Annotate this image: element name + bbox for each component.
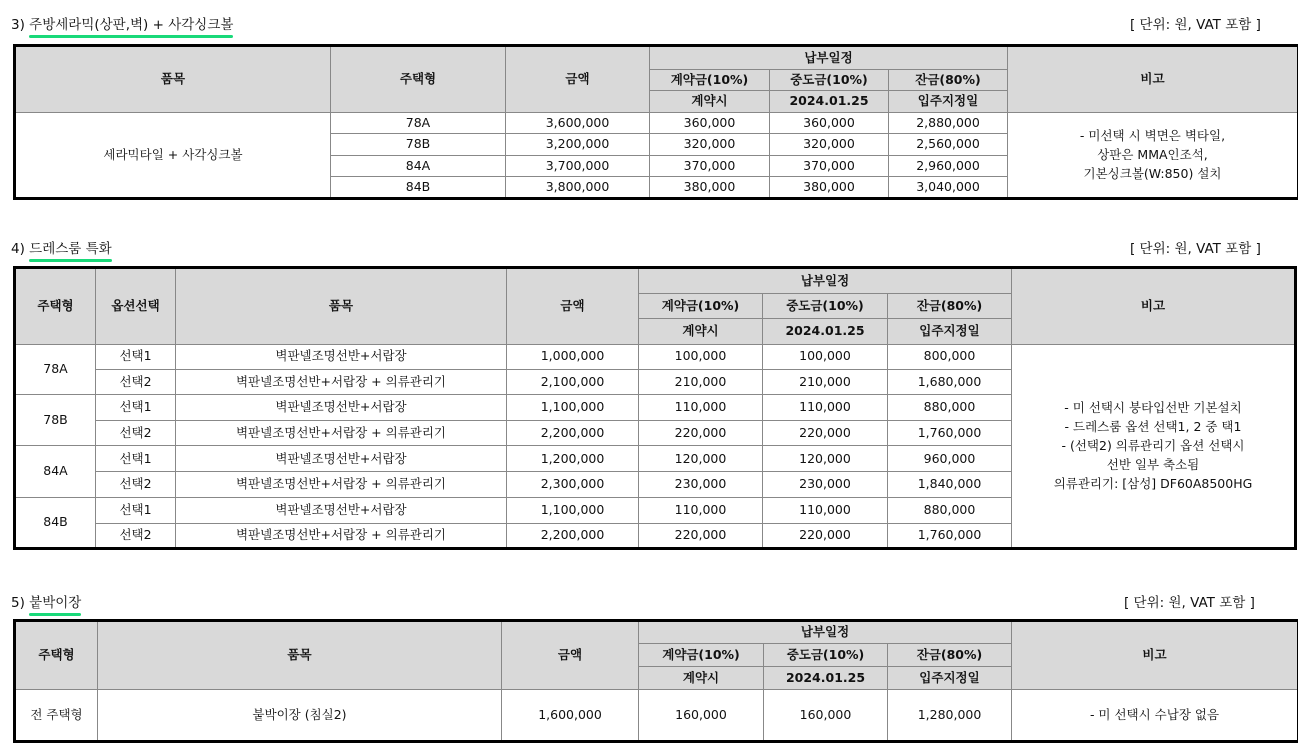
- header-item: 품목: [176, 268, 507, 345]
- house-type-cell: 84B: [15, 497, 96, 548]
- balance-cell: 1,280,000: [888, 690, 1012, 742]
- header-house-type: 주택형: [15, 621, 98, 690]
- middle-cell: 220,000: [763, 421, 888, 446]
- header-middle-when: 2024.01.25: [770, 91, 889, 113]
- amount-cell: 1,000,000: [507, 344, 639, 369]
- amount-cell: 1,100,000: [507, 394, 639, 420]
- house-type-cell: 78B: [331, 134, 506, 156]
- item-cell: 벽판넬조명선반+서랍장 + 의류관리기: [176, 523, 507, 548]
- middle-cell: 100,000: [763, 344, 888, 369]
- header-balance-when: 입주지정일: [889, 91, 1008, 113]
- built-in-closet-table: [13, 619, 1298, 743]
- table-row: [15, 690, 1298, 742]
- header-item: 품목: [15, 46, 331, 113]
- middle-cell: 110,000: [763, 394, 888, 420]
- amount-cell: 1,600,000: [502, 690, 639, 742]
- balance-cell: 880,000: [888, 394, 1012, 420]
- header-deposit-when: 계약시: [639, 667, 764, 690]
- section-title: [11, 237, 112, 257]
- middle-cell: 160,000: [764, 690, 888, 742]
- header-middle-when: 2024.01.25: [763, 319, 888, 344]
- middle-cell: 380,000: [770, 177, 889, 199]
- kitchen-ceramic-table: [13, 44, 1298, 200]
- option-cell: 선택2: [96, 369, 176, 394]
- section-title-text: 주방세라믹(상판,벽) + 사각싱크볼: [29, 13, 233, 33]
- header-balance-when: 입주지정일: [888, 319, 1012, 344]
- balance-cell: 3,040,000: [889, 177, 1008, 199]
- deposit-cell: 230,000: [639, 472, 763, 497]
- balance-cell: 2,960,000: [889, 155, 1008, 177]
- middle-cell: 210,000: [763, 369, 888, 394]
- middle-cell: 360,000: [770, 112, 889, 134]
- header-middle: 중도금(10%): [764, 644, 888, 667]
- item-cell: 벽판넬조명선반+서랍장: [176, 446, 507, 472]
- header-middle-when: 2024.01.25: [764, 667, 888, 690]
- header-schedule: 납부일정: [639, 621, 1012, 644]
- option-cell: 선택1: [96, 446, 176, 472]
- amount-cell: 1,100,000: [507, 497, 639, 523]
- middle-cell: 110,000: [763, 497, 888, 523]
- deposit-cell: 370,000: [650, 155, 770, 177]
- header-amount: 금액: [502, 621, 639, 690]
- amount-cell: 2,200,000: [507, 421, 639, 446]
- balance-cell: 800,000: [888, 344, 1012, 369]
- header-deposit: 계약금(10%): [639, 644, 764, 667]
- option-cell: 선택2: [96, 472, 176, 497]
- deposit-cell: 110,000: [639, 394, 763, 420]
- house-type-cell: 78B: [15, 394, 96, 445]
- deposit-cell: 320,000: [650, 134, 770, 156]
- item-cell: 벽판넬조명선반+서랍장 + 의류관리기: [176, 369, 507, 394]
- amount-cell: 2,300,000: [507, 472, 639, 497]
- header-schedule: 납부일정: [639, 268, 1012, 294]
- amount-cell: 1,200,000: [507, 446, 639, 472]
- section-number: 3): [11, 17, 25, 33]
- header-balance: 잔금(80%): [888, 644, 1012, 667]
- deposit-cell: 160,000: [639, 690, 764, 742]
- note-cell: [1012, 344, 1296, 548]
- option-cell: 선택1: [96, 497, 176, 523]
- option-cell: 선택2: [96, 421, 176, 446]
- header-balance-when: 입주지정일: [888, 667, 1012, 690]
- unit-label: [ 단위: 원, VAT 포함 ]: [1124, 595, 1255, 611]
- deposit-cell: 100,000: [639, 344, 763, 369]
- amount-cell: 3,200,000: [506, 134, 650, 156]
- house-type-cell: 84A: [15, 446, 96, 497]
- note-line: - 미 선택시 붕타입선반 기본설치: [1064, 400, 1242, 416]
- house-type-cell: 전 주택형: [15, 690, 98, 742]
- deposit-cell: 110,000: [639, 497, 763, 523]
- item-cell: 세라믹타일 + 사각싱크볼: [15, 112, 331, 198]
- balance-cell: 880,000: [888, 497, 1012, 523]
- note-line: 기본싱크볼(W:850) 설치: [1083, 166, 1222, 182]
- section-title-text: 붙박이장: [29, 591, 81, 611]
- note-line: 의류관리기: [삼성] DF60A8500HG: [1053, 476, 1253, 492]
- header-item: 품목: [98, 621, 502, 690]
- house-type-cell: 84B: [331, 177, 506, 199]
- item-cell: 붙박이장 (침실2): [98, 690, 502, 742]
- amount-cell: 3,600,000: [506, 112, 650, 134]
- header-schedule: 납부일정: [650, 46, 1008, 70]
- section-number: 4): [11, 241, 25, 257]
- item-cell: 벽판넬조명선반+서랍장: [176, 497, 507, 523]
- deposit-cell: 120,000: [639, 446, 763, 472]
- deposit-cell: 360,000: [650, 112, 770, 134]
- item-cell: 벽판넬조명선반+서랍장 + 의류관리기: [176, 421, 507, 446]
- table-row: [15, 344, 1296, 369]
- note-line: 상판은 MMA인조석,: [1097, 147, 1208, 163]
- deposit-cell: 380,000: [650, 177, 770, 199]
- header-middle: 중도금(10%): [763, 294, 888, 319]
- balance-cell: 1,680,000: [888, 369, 1012, 394]
- middle-cell: 120,000: [763, 446, 888, 472]
- middle-cell: 370,000: [770, 155, 889, 177]
- header-amount: 금액: [506, 46, 650, 113]
- amount-cell: 3,800,000: [506, 177, 650, 199]
- deposit-cell: 220,000: [639, 523, 763, 548]
- balance-cell: 2,880,000: [889, 112, 1008, 134]
- header-note: 비고: [1008, 46, 1298, 113]
- amount-cell: 2,100,000: [507, 369, 639, 394]
- item-cell: 벽판넬조명선반+서랍장 + 의류관리기: [176, 472, 507, 497]
- header-house-type: 주택형: [15, 268, 96, 345]
- option-cell: 선택2: [96, 523, 176, 548]
- header-middle: 중도금(10%): [770, 69, 889, 91]
- section-title: [11, 13, 233, 33]
- note-line: 선반 일부 축소됨: [1106, 457, 1200, 473]
- option-cell: 선택1: [96, 394, 176, 420]
- option-cell: 선택1: [96, 344, 176, 369]
- note-line: - (선택2) 의류관리기 옵션 선택시: [1061, 438, 1245, 454]
- section-title-text: 드레스룸 특화: [29, 237, 112, 257]
- middle-cell: 220,000: [763, 523, 888, 548]
- item-cell: 벽판넬조명선반+서랍장: [176, 394, 507, 420]
- header-deposit-when: 계약시: [650, 91, 770, 113]
- header-deposit: 계약금(10%): [639, 294, 763, 319]
- balance-cell: 1,760,000: [888, 523, 1012, 548]
- header-note: 비고: [1012, 268, 1296, 345]
- item-cell: 벽판넬조명선반+서랍장: [176, 344, 507, 369]
- balance-cell: 1,760,000: [888, 421, 1012, 446]
- balance-cell: 1,840,000: [888, 472, 1012, 497]
- header-deposit-when: 계약시: [639, 319, 763, 344]
- deposit-cell: 220,000: [639, 421, 763, 446]
- note-cell: [1008, 112, 1298, 198]
- header-deposit: 계약금(10%): [650, 69, 770, 91]
- unit-label: [ 단위: 원, VAT 포함 ]: [1130, 17, 1261, 33]
- note-line: - 미선택 시 벽면은 벽타일,: [1079, 128, 1226, 144]
- amount-cell: 3,700,000: [506, 155, 650, 177]
- section-title: [11, 591, 81, 611]
- dressroom-table: [13, 266, 1297, 550]
- header-option: 옵션선택: [96, 268, 176, 345]
- header-amount: 금액: [507, 268, 639, 345]
- deposit-cell: 210,000: [639, 369, 763, 394]
- balance-cell: 2,560,000: [889, 134, 1008, 156]
- house-type-cell: 78A: [331, 112, 506, 134]
- header-balance: 잔금(80%): [889, 69, 1008, 91]
- house-type-cell: 78A: [15, 344, 96, 394]
- section-number: 5): [11, 595, 25, 611]
- note-cell: - 미 선택시 수납장 없음: [1012, 690, 1298, 742]
- header-balance: 잔금(80%): [888, 294, 1012, 319]
- middle-cell: 320,000: [770, 134, 889, 156]
- header-house-type: 주택형: [331, 46, 506, 113]
- amount-cell: 2,200,000: [507, 523, 639, 548]
- balance-cell: 960,000: [888, 446, 1012, 472]
- middle-cell: 230,000: [763, 472, 888, 497]
- header-note: 비고: [1012, 621, 1298, 690]
- house-type-cell: 84A: [331, 155, 506, 177]
- unit-label: [ 단위: 원, VAT 포함 ]: [1130, 241, 1261, 257]
- table-row: [15, 112, 1298, 134]
- note-line: - 드레스룸 옵션 선택1, 2 중 택1: [1064, 419, 1242, 435]
